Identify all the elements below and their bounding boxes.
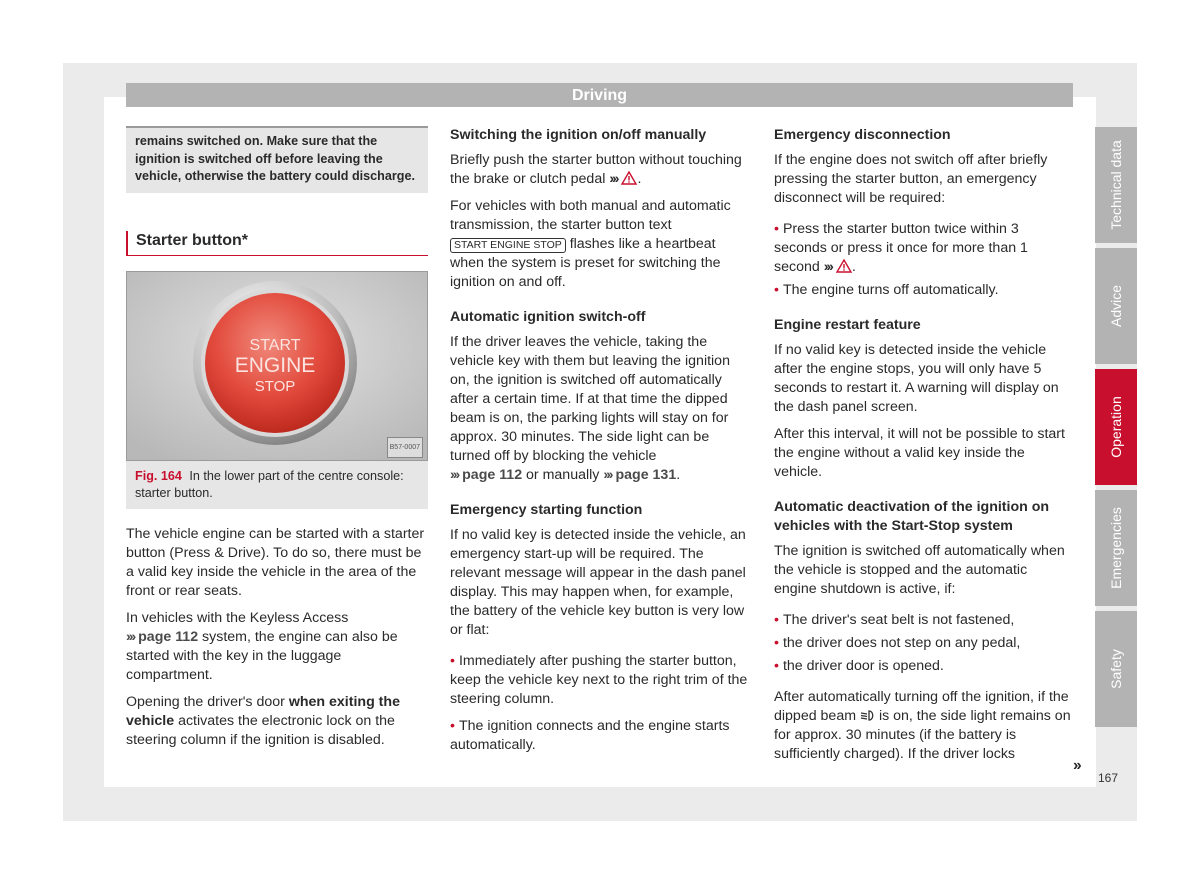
tab-label: Advice	[1108, 284, 1124, 328]
bullet-text: the driver does not step on any pedal,	[782, 635, 1021, 651]
continue-arrow-icon: ››	[1073, 757, 1080, 774]
paragraph-text: Opening the driver's door	[126, 693, 289, 710]
warning-continuation-box: remains switched on. Make sure that the ignition is switched off before leaving the vehicle, otherwise the battery could discharge.	[126, 126, 428, 193]
paragraph: If the driver leaves the vehicle, taking the vehicle key with them but leaving the ignition on, the ignition is switched off automatically after a certain time. If at that time the dipped beam is on, the parking lights will stay on for approx. 30 minutes. The side light can be turned off by blocking the vehicle ››› page 112 or manually ››› page 131.	[450, 334, 730, 483]
subheading: Switching the ignition on/off manually	[450, 127, 707, 143]
paragraph: The vehicle engine can be started with a starter button (Press & Drive). To do so, there must be a valid key inside the vehicle in the area of the front or rear seats.	[126, 525, 425, 599]
column-middle	[450, 126, 750, 763]
cross-ref-arrow-icon: ›››	[823, 259, 832, 275]
paragraph-text: activates the electronic lock on the steering column if the ignition is disabled.	[126, 712, 395, 748]
paragraph: If the engine does not switch off after briefly pressing the starter button, an emergency disconnect will be required:	[774, 152, 1048, 206]
section-title: Starter button*	[126, 231, 428, 256]
bullet-item	[774, 611, 1072, 630]
paragraph	[126, 693, 428, 750]
button-label-stop: STOP	[254, 377, 296, 395]
paragraph	[126, 609, 428, 685]
paragraph-text: is on, the side light remains on for approx. 30 minutes (if the battery is sufficiently charged). If the driver locks	[774, 708, 1071, 762]
bullet-text: The engine turns off automatically.	[782, 282, 999, 298]
column-left	[126, 126, 428, 758]
dipped-beam-icon	[860, 709, 875, 722]
cross-ref-arrow-icon: ›››	[450, 467, 459, 483]
paragraph	[450, 197, 750, 292]
tab-technical-data[interactable]	[1095, 127, 1137, 243]
tab-operation[interactable]	[1095, 369, 1137, 485]
bullet-item	[774, 634, 1072, 653]
bullet-text: the driver door is opened.	[782, 658, 944, 674]
button-label-start: START	[249, 336, 301, 354]
tab-label: Safety	[1108, 649, 1124, 689]
button-label-engine: ENGINE	[234, 353, 316, 377]
bullet-dot-icon: •	[450, 718, 455, 734]
cross-ref-arrow-icon: ›››	[603, 467, 612, 483]
column-right	[774, 126, 1072, 772]
bullet-dot-icon: •	[774, 635, 779, 651]
paragraph: After this interval, it will not be possible to start the engine without a valid key inside the vehicle.	[774, 426, 1065, 480]
cross-ref-arrow-icon: ›››	[126, 628, 135, 645]
bullet-text: The ignition connects and the engine starts automatically.	[450, 718, 730, 753]
figure-caption	[126, 461, 428, 509]
paragraph: If no valid key is detected inside the vehicle, an emergency start-up will be required. The relevant message will appear in the dash panel display. This may happen when, for example, the battery of the vehicle key button is very low or flat:	[450, 527, 746, 638]
paragraph-text: Briefly push the starter button without touching the brake or clutch pedal	[450, 152, 742, 187]
tab-label: Technical data	[1108, 140, 1124, 230]
subheading: Emergency starting function	[450, 502, 643, 518]
page-number: 167	[1098, 771, 1119, 785]
paragraph-text: After automatically turning off the ignition, if the dipped beam	[774, 689, 1069, 724]
start-engine-stop-key: START ENGINE STOP	[450, 238, 566, 253]
paragraph: The ignition is switched off automatically when the vehicle is stopped and the automatic engine shutdown is active, if:	[774, 543, 1065, 597]
paragraph-text: In vehicles with the Keyless Access	[126, 609, 349, 626]
bullet-item	[450, 652, 750, 709]
paragraph-text: or manually	[526, 467, 600, 483]
chapter-header: Driving	[126, 83, 1073, 107]
subheading: Automatic deactivation of the ignition on vehicles with the Start-Stop system	[774, 499, 1050, 534]
bullet-item: • Press the starter button twice within 3 seconds or press it once for more than 1 second ››› .	[774, 221, 1028, 275]
bullet-dot-icon: •	[450, 653, 455, 669]
figure-caption-text: In the lower part of the centre console: starter button.	[135, 468, 404, 500]
subheading: Engine restart feature	[774, 317, 921, 333]
subheading: Emergency disconnection	[774, 127, 951, 143]
paragraph-text: flashes like a heartbeat when the system is preset for switching the ignition on and off.	[450, 236, 721, 290]
starter-button-figure	[126, 271, 428, 461]
subheading: Automatic ignition switch-off	[450, 309, 646, 325]
bullet-item	[774, 281, 1072, 300]
bullet-item	[774, 657, 1072, 676]
warning-triangle-icon	[621, 171, 637, 185]
bullet-text: Immediately after pushing the starter button, keep the vehicle key next to the right trim of the steering column.	[450, 653, 748, 707]
tab-emergencies[interactable]	[1095, 490, 1137, 606]
bullet-dot-icon: •	[774, 612, 779, 628]
bullet-text: Press the starter button twice within 3 seconds or press it once for more than 1 second	[774, 221, 1028, 275]
cross-ref-arrow-icon: ›››	[609, 171, 618, 187]
page-link[interactable]: page 131	[615, 467, 677, 483]
starter-button-image	[127, 272, 427, 460]
bullet-dot-icon: •	[774, 282, 779, 298]
bullet-dot-icon: •	[774, 658, 779, 674]
bullet-dot-icon: •	[774, 221, 779, 237]
warning-triangle-icon	[836, 259, 852, 273]
paragraph-text: For vehicles with both manual and automatic transmission, the starter button text	[450, 198, 731, 233]
page-link[interactable]: page 112	[462, 467, 523, 483]
tab-label: Emergencies	[1108, 507, 1124, 589]
paragraph	[774, 688, 1072, 764]
paragraph-text: If the driver leaves the vehicle, taking the vehicle key with them but leaving the ignition on, the ignition is switched off automatically after a certain time. If at that time the dipped beam is on, the parking lights will stay on for approx. 30 minutes. The side light can be turned off by blocking the vehicle	[450, 334, 730, 464]
figure-number: Fig. 164	[135, 468, 182, 483]
paragraph-text: system, the engine can also be started with the key in the luggage compartment.	[126, 628, 398, 683]
page-link[interactable]: page 112	[138, 628, 199, 645]
tab-label: Operation	[1108, 396, 1124, 458]
paragraph: Briefly push the starter button without touching the brake or clutch pedal ››› .	[450, 152, 742, 187]
tab-advice[interactable]	[1095, 248, 1137, 364]
bullet-text: The driver's seat belt is not fastened,	[782, 612, 1015, 628]
paragraph: If no valid key is detected inside the vehicle after the engine stops, you will only have 5 seconds to restart it. A warning will display on the dash panel screen.	[774, 342, 1059, 415]
tab-safety[interactable]	[1095, 611, 1137, 727]
bullet-item	[450, 717, 750, 755]
emphasis-text: when exiting the vehicle	[126, 693, 400, 729]
figure-id-tag: B57-0007	[387, 437, 423, 458]
